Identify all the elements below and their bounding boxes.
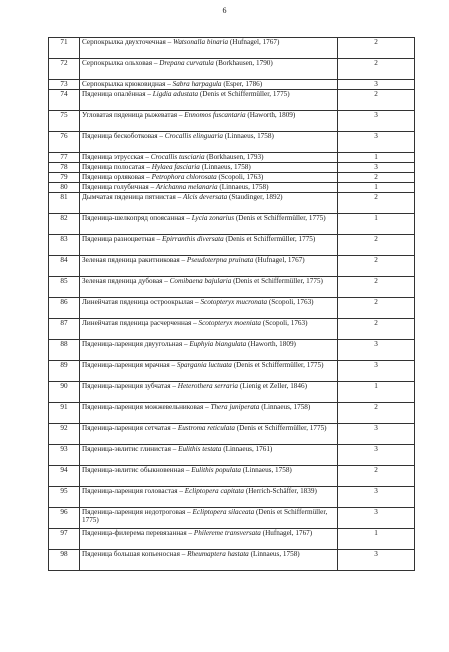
russian-name: Серпокрылка двухточечная: [82, 38, 166, 46]
species-name: Пяденица бескоботковая – Crocallis elinguaria (Linnaeus, 1758): [80, 132, 338, 153]
category: 3: [338, 445, 415, 466]
category: 3: [338, 132, 415, 153]
category: 3: [338, 424, 415, 445]
table-row: [49, 445, 415, 466]
latin-name: Pseudoterpna pruinata: [186, 256, 254, 264]
row-number: 96: [49, 508, 80, 529]
row-number: 88: [49, 340, 80, 361]
table-row: [49, 111, 415, 132]
latin-name: Euphyia biangulata: [189, 340, 247, 348]
category: 1: [338, 183, 415, 193]
table-row: [49, 403, 415, 424]
author-year: (Linnaeus, 1758): [250, 550, 300, 558]
russian-name: Пяденица полосатая: [82, 163, 145, 171]
latin-name: Arichanna melanaria: [155, 183, 218, 191]
species-table: [48, 37, 415, 571]
author-year: (Hufnagel, 1767): [255, 256, 305, 264]
author-year: (Linnaeus, 1761): [223, 445, 273, 453]
table-row: [49, 173, 415, 183]
author-year: (Borkhausen, 1790): [215, 59, 273, 67]
table-row: [49, 340, 415, 361]
row-number: 98: [49, 550, 80, 571]
author-year: (Linnaeus, 1758): [261, 403, 311, 411]
category: 3: [338, 550, 415, 571]
russian-name: Дымчатая пяденица пятнистая: [82, 193, 176, 201]
species-name: Дымчатая пяденица пятнистая – Alcis deversata (Staudinger, 1892): [80, 193, 338, 214]
species-name: Пяденица-шелкопряд опоясанная – Lycia zonarius (Denis et Schiffermüller, 1775): [80, 214, 338, 235]
latin-name: Spargania luctuata: [176, 361, 232, 369]
row-number: 86: [49, 298, 80, 319]
row-number: 76: [49, 132, 80, 153]
russian-name: Пяденица-филерема перевязанная: [82, 529, 187, 537]
species-name: Пяденица опалённая – Ligdia adustata (Denis et Schiffermüller, 1775): [80, 90, 338, 111]
russian-name: Пяденица-шелкопряд опоясанная: [82, 214, 185, 222]
latin-name: Eulithis populata: [191, 466, 241, 474]
category: 2: [338, 38, 415, 59]
table-row: [49, 214, 415, 235]
row-number: 91: [49, 403, 80, 424]
russian-name: Пяденица разноцветная: [82, 235, 155, 243]
table-row: [49, 466, 415, 487]
category: 2: [338, 403, 415, 424]
species-name: Пяденица-ларенция недотроговая – Ecliptopera silaceata (Denis et Schiffermüller, 1775): [80, 508, 338, 529]
row-number: 94: [49, 466, 80, 487]
author-year: (Linnaeus, 1758): [201, 163, 251, 171]
latin-name: Ecliptopera silaceata: [192, 508, 255, 516]
category: 3: [338, 361, 415, 382]
row-number: 73: [49, 80, 80, 90]
species-name: Серпокрылка крюковидная – Sabra harpagula (Esper, 1786): [80, 80, 338, 90]
russian-name: Пяденица-ларенция двуугольная: [82, 340, 183, 348]
category: 2: [338, 466, 415, 487]
russian-name: Пяденица-ларенция сетчатая: [82, 424, 171, 432]
author-year: (Denis et Schiffermüller, 1775): [233, 277, 323, 285]
species-name: Пяденица большая копьеносная – Rheumaptera hastata (Linnaeus, 1758): [80, 550, 338, 571]
row-number: 92: [49, 424, 80, 445]
author-year: (Scopoli, 1763): [218, 173, 264, 181]
latin-name: Comibaena bajularia: [169, 277, 232, 285]
species-name: Пяденица-филерема перевязанная – Philereme transversata (Hufnagel, 1767): [80, 529, 338, 550]
row-number: 93: [49, 445, 80, 466]
category: 3: [338, 340, 415, 361]
species-name: Пяденица-ларенция двуугольная – Euphyia biangulata (Haworth, 1809): [80, 340, 338, 361]
row-number: 77: [49, 153, 80, 163]
category: 1: [338, 382, 415, 403]
latin-name: Heterothera serraria: [177, 382, 239, 390]
category: 2: [338, 277, 415, 298]
author-year: (Staudinger, 1892): [228, 193, 283, 201]
author-year: (Hufnagel, 1767): [262, 529, 313, 537]
row-number: 79: [49, 173, 80, 183]
russian-name: Зеленая пяденица ракитниковая: [82, 256, 180, 264]
latin-name: Rheumaptera hastata: [187, 550, 249, 558]
author-year: (Esper, 1786): [223, 80, 263, 88]
author-year: (Scopoli, 1763): [268, 298, 314, 306]
table-row: [49, 38, 415, 59]
row-number: 85: [49, 277, 80, 298]
species-name: Зеленая пяденица дубовая – Comibaena bajularia (Denis et Schiffermüller, 1775): [80, 277, 338, 298]
author-year: (Haworth, 1809): [247, 111, 296, 119]
author-year: (Hufnagel, 1767): [229, 38, 280, 46]
species-name: Пяденица голубичная – Arichanna melanaria (Linnaeus, 1758): [80, 183, 338, 193]
category: 2: [338, 319, 415, 340]
latin-name: Drepana curvatula: [159, 59, 214, 67]
table-row: [49, 235, 415, 256]
latin-name: Hylaea fasciaria: [151, 163, 200, 171]
row-number: 78: [49, 163, 80, 173]
species-name: Пяденица-эвлитис глинистая – Eulithis testata (Linnaeus, 1761): [80, 445, 338, 466]
table-row: [49, 508, 415, 529]
russian-name: Пяденица-ларенция недотроговая: [82, 508, 186, 516]
latin-name: Alcis deversata: [183, 193, 228, 201]
row-number: 84: [49, 256, 80, 277]
species-name: Пяденица этрусская – Crocallis tusciaria (Borkhausen, 1793): [80, 153, 338, 163]
author-year: (Denis et Schiffermüller, 1775): [225, 235, 316, 243]
russian-name: Пяденица-ларенция зубчатая: [82, 382, 171, 390]
author-year: (Scopoli, 1763): [262, 319, 308, 327]
author-year: (Denis et Schiffermüller, 1775): [233, 361, 324, 369]
author-year: (Lienig et Zeller, 1846): [239, 382, 307, 390]
category: 2: [338, 193, 415, 214]
row-number: 90: [49, 382, 80, 403]
author-year: (Denis et Schiffermüller, 1775): [235, 214, 326, 222]
table-row: [49, 550, 415, 571]
russian-name: Пяденица бескоботковая: [82, 132, 158, 140]
russian-name: Пяденица опалённая: [82, 90, 146, 98]
row-number: 82: [49, 214, 80, 235]
latin-name: Ennomos fuscantaria: [184, 111, 246, 119]
table-body: [49, 38, 415, 571]
species-name: Пяденица полосатая – Hylaea fasciaria (Linnaeus, 1758): [80, 163, 338, 173]
latin-name: Eulithis testata: [178, 445, 222, 453]
russian-name: Угловатая пяденица рыжеватая: [82, 111, 178, 119]
category: 3: [338, 163, 415, 173]
category: 3: [338, 508, 415, 529]
table-row: [49, 277, 415, 298]
species-name: Пяденица-ларенция зубчатая – Heterothera serraria (Lienig et Zeller, 1846): [80, 382, 338, 403]
latin-name: Crocallis tusciaria: [150, 153, 205, 161]
species-name: Пяденица-эвлитис обыкновенная – Eulithis populata (Linnaeus, 1758): [80, 466, 338, 487]
page-number: 6: [222, 6, 227, 15]
category: 2: [338, 173, 415, 183]
category: 2: [338, 59, 415, 80]
latin-name: Watsonalla binaria: [173, 38, 229, 46]
species-name: Пяденица-ларенция сетчатая – Eustroma reticulata (Denis et Schiffermüller, 1775): [80, 424, 338, 445]
species-name: Серпокрылка двухточечная – Watsonalla binaria (Hufnagel, 1767): [80, 38, 338, 59]
table-row: [49, 382, 415, 403]
table-row: [49, 193, 415, 214]
species-name: Пяденица-ларенция мрачная – Spargania luctuata (Denis et Schiffermüller, 1775): [80, 361, 338, 382]
latin-name: Lycia zonarius: [191, 214, 235, 222]
species-name: Угловатая пяденица рыжеватая – Ennomos fuscantaria (Haworth, 1809): [80, 111, 338, 132]
table-row: [49, 59, 415, 80]
latin-name: Eustroma reticulata: [177, 424, 235, 432]
row-number: 75: [49, 111, 80, 132]
species-name: Серпокрылка ольховая – Drepana curvatula (Borkhausen, 1790): [80, 59, 338, 80]
table-row: [49, 80, 415, 90]
latin-name: Scotopteryx moeniata: [198, 319, 261, 327]
species-name: Пяденица-ларенция можжевельниковая – Thera juniperata (Linnaeus, 1758): [80, 403, 338, 424]
table-row: [49, 487, 415, 508]
author-year: (Denis et Schiffermüller, 1775): [82, 508, 328, 525]
category: 1: [338, 214, 415, 235]
row-number: 95: [49, 487, 80, 508]
russian-name: Серпокрылка крюковидная: [82, 80, 166, 88]
row-number: 74: [49, 90, 80, 111]
latin-name: Ecliptopera capitata: [184, 487, 245, 495]
author-year: (Denis et Schiffermüller, 1775): [236, 424, 327, 432]
author-year: (Linnaeus, 1758): [219, 183, 269, 191]
species-name: Пяденица-ларенция головастая – Ecliptopera capitata (Herrich-Schäffer, 1839): [80, 487, 338, 508]
category: 2: [338, 235, 415, 256]
author-year: (Denis et Schiffermüller, 1775): [199, 90, 290, 98]
row-number: 83: [49, 235, 80, 256]
table-row: [49, 298, 415, 319]
category: 2: [338, 90, 415, 111]
russian-name: Пяденица-эвлитис обыкновенная: [82, 466, 185, 474]
latin-name: Epirranthis diversata: [162, 235, 224, 243]
russian-name: Пяденица голубичная: [82, 183, 149, 191]
category: 1: [338, 153, 415, 163]
category: 2: [338, 256, 415, 277]
latin-name: Crocallis elinguaria: [164, 132, 223, 140]
category: 3: [338, 487, 415, 508]
table-row: [49, 256, 415, 277]
species-name: Линейчатая пяденица остроокрылая – Scotopteryx mucronata (Scopoli, 1763): [80, 298, 338, 319]
latin-name: Ligdia adustata: [152, 90, 199, 98]
author-year: (Haworth, 1809): [248, 340, 296, 348]
russian-name: Пяденица-эвлитис глинистая: [82, 445, 171, 453]
author-year: (Borkhausen, 1793): [206, 153, 264, 161]
row-number: 87: [49, 319, 80, 340]
latin-name: Sabra harpagula: [172, 80, 222, 88]
latin-name: Petrophora chlorosata: [151, 173, 217, 181]
latin-name: Philereme transversata: [193, 529, 261, 537]
species-name: Пяденица разноцветная – Epirranthis diversata (Denis et Schiffermüller, 1775): [80, 235, 338, 256]
row-number: 97: [49, 529, 80, 550]
row-number: 80: [49, 183, 80, 193]
latin-name: Scotopteryx mucronata: [200, 298, 268, 306]
table-row: [49, 529, 415, 550]
row-number: 81: [49, 193, 80, 214]
row-number: 89: [49, 361, 80, 382]
russian-name: Линейчатая пяденица расчерченная: [82, 319, 192, 327]
author-year: (Linnaeus, 1758): [242, 466, 292, 474]
category: 2: [338, 298, 415, 319]
table-row: [49, 319, 415, 340]
author-year: (Linnaeus, 1758): [224, 132, 274, 140]
table-row: [49, 132, 415, 153]
author-year: (Herrich-Schäffer, 1839): [245, 487, 317, 495]
table-row: [49, 183, 415, 193]
category: 1: [338, 529, 415, 550]
row-number: 72: [49, 59, 80, 80]
table-row: [49, 361, 415, 382]
russian-name: Пяденица-ларенция можжевельниковая: [82, 403, 204, 411]
table-row: [49, 163, 415, 173]
russian-name: Пяденица этрусская: [82, 153, 144, 161]
russian-name: Серпокрылка ольховая: [82, 59, 153, 67]
table-row: [49, 424, 415, 445]
russian-name: Зеленая пяденица дубовая: [82, 277, 163, 285]
table-row: [49, 153, 415, 163]
russian-name: Линейчатая пяденица остроокрылая: [82, 298, 194, 306]
row-number: 71: [49, 38, 80, 59]
species-name: Линейчатая пяденица расчерченная – Scotopteryx moeniata (Scopoli, 1763): [80, 319, 338, 340]
category: 3: [338, 111, 415, 132]
russian-name: Пяденица орляковая: [82, 173, 145, 181]
species-name: Пяденица орляковая – Petrophora chlorosata (Scopoli, 1763): [80, 173, 338, 183]
table-row: [49, 90, 415, 111]
species-name: Зеленая пяденица ракитниковая – Pseudoterpna pruinata (Hufnagel, 1767): [80, 256, 338, 277]
russian-name: Пяденица-ларенция головастая: [82, 487, 178, 495]
latin-name: Thera juniperata: [210, 403, 260, 411]
russian-name: Пяденица большая копьеносная: [82, 550, 180, 558]
category: 3: [338, 80, 415, 90]
russian-name: Пяденица-ларенция мрачная: [82, 361, 170, 369]
